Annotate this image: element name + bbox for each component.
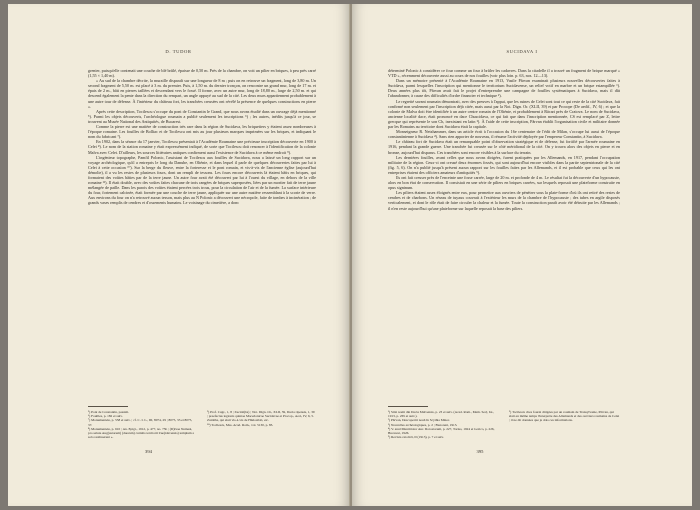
right-paragraph-5: Le château fort de Sucidava était un remarquable point d'observation stratégique et de défense, fut fortifié par l'armée roumaine en 1916, pendant la grande guerre. Une tranchée fut creusée sur le côté méridional de la cité. On y trouva alors des objets en pierre et en bronze, aujourd'hui disparus. Ces tranchées sont encore visibles à la surface du terrain.: [388, 139, 620, 155]
right-footnote-rule: [388, 406, 428, 407]
right-body-text: [388, 68, 620, 211]
left-body-text: [88, 68, 316, 206]
footnote: ⁵) Revista catolică, II (1913), p. 7 et suiv.: [388, 435, 444, 440]
right-paragraph-1: déterminé Polonic à considérer ce four comme un four à brûler les cadavres. Dans la citadelle il a trouvé un fragment de brique marqué « VTD », récemment découverte aussi au cours de nos fouilles (voir plus loin. p. 63, nos. 12—13).: [388, 68, 620, 79]
left-footnotes: [88, 410, 316, 439]
left-footnotes-column-2: [207, 410, 316, 439]
left-paragraph-1: grenier, puisqu'elle contenait une couche de blé brûlé, épaisse de 0,50 m. Près de la chambre, on voit un pilier en briques, à peu près carré (1,55 × 1,40 m).: [88, 68, 316, 79]
left-footnote-rule: [88, 406, 128, 407]
left-page: [8, 4, 350, 506]
footnote: ⁸) Monumentele, p. 610 ; An. Epigr., 1912, p. 477, no. 75b ; (D)ivae Nemesi, pro salute Aug(ustorum) (duorum) curialis territorii Zue(idavensis) templum a solo restituerunt ».: [88, 426, 195, 440]
right-page: [352, 4, 692, 506]
left-paragraph-5: En 1902, dans la séance du 17 janvier, Tocilescu présentait à l'Académie Roumaine une précieuse inscription découverte en 1900 à Celei ⁸). Le nom de la station romaine y était expressément indiqué, de sorte que Tocilescu doit renoncer à l'identification de la colonie Malva avec Celei. D'ailleurs, les sources littéraires antiques confirment aussi l'existence de Sucidava à ce même endroit ⁹).: [88, 139, 316, 155]
right-paragraph-4: Monseigneur R. Netzhammer, dans un article écrit à l'occasion du 16e centenaire de l'édit de Milan, s'occupe lui aussi de l'époque constantinienne à Sucidava ⁴). Sans rien apporter de nouveau, il résume l'activité déployée par l'empereur Constantin, à Sucidava.: [388, 129, 620, 140]
right-paragraph-7: Ils ont fait creuser près de l'enceinte une fosse carrée, large de 20 m. et profonde de 4 m. Le résultat fut la découverte d'un hypocauste, alors en bon état de conservation. Il consistait en une série de piliers en briques carrées, sur lesquels reposait une plateforme construite en opus signinum.: [388, 174, 620, 191]
footnote: ⁵) Tocilescu cites fourni dirigées par un roumain de Transylvanie, Pârvan, qui était en même temps l'interprète des Allemands et des ouvriers roumains de Celei ; il ne dit données que je dois ces informations.: [509, 410, 620, 423]
footnote: ⁴) V. anul Muntiriolor Aur. Dorostorum, p. 227, Tortus, 1924 et Gotico, p. 226, Bucarest, 1926.: [388, 426, 495, 436]
right-page-number: 395: [476, 449, 484, 454]
right-footnotes-column-1: [388, 410, 499, 439]
footnote: ¹) Sitzi nomi din Dacia Malvensis, p. 23 et suiv. (Acad. Rom., Mem. Secţ. Ist., 1913, p. 265 et suiv.).: [388, 410, 495, 419]
right-paragraph-2: Dans un mémoire présenté à l'Académie Roumaine en 1913, Vasile Pârvan examinait plusieurs nouvelles découvertes faites à Sucidava, parmi lesquelles l'inscription qui mentionne le territorium Sucidavense, un relief votif en marbre et un brique estampillée ¹). Deux années plus tôt, Pârvan avait fait le projet d'entreprendre une campagne de fouilles systématiques à Sucidava, mais il dût l'abandonner, à cause des difficultés d'ordre financier et technique ²).: [388, 78, 620, 99]
right-footnotes-column-2: [509, 410, 620, 439]
left-paragraph-3: Après cette description, Tocilescu s'occupe du pont de Constantin le Grand, que nous avons étudié dans un ouvrage déjà mentionné ⁵). Parmi les objets découverts, l'archéologue roumain a publié seulement les inscriptions ⁶) ; les autres, inédits jusqu'à ce jour, se trouvent au Musée National des Antiquités, de Bucarest.: [88, 108, 316, 124]
footnote: ²) Pârvan, Descoperiri nouă în Scythia Minor.: [388, 418, 450, 423]
right-paragraph-8: Les piliers étaient assez éloignés entre eux, pour permettre aux ouvriers de pénétrer sous la plate-forme d'où ils ont retiré des restes de cendres et de charbons. Un réseau de tuyaux couvrait à l'extérieur les murs de la chambre de l'hypocauste ; des tubes en argile disposés verticalement, et dont le rôle était de faire circuler la chaleur et la fumée. Toute la construction paraît avoir été détruite par les Allemands ; il n'en reste aujourd'hui qu'une plateforme sur laquelle reposait la base des piliers.: [388, 190, 620, 211]
footnote: ¹⁰) Tocilescu, Mss. Acad. Rom., vol. 5130, p. 83.: [207, 422, 274, 427]
right-paragraph-6: Les dernières fouilles, avant celles que nous avons dirigées, furent pratiquées par les Allemands, en 1917, pendant l'occupation militaire de la région. Ceux-ci ont creusé deux énormes fossés, qui sont aujourd'hui encore visibles dans la partie septentrionale de la cité (fig. 5, 6). On n'a publié jusqu'à présent aucun rapport sur les fouilles faites par les Allemands, et il est probable que ceux qui les ont entreprises étaient des officiers amateurs d'antiquités ⁵).: [388, 154, 620, 175]
footnote: ⁷) Monumentele, p. 558 et suiv. ; cf. C. I. L., III, 8074, 29 ; 8075, 33 et 8075, 37.: [88, 418, 193, 427]
left-footnotes-column-1: [88, 410, 197, 439]
left-paragraph-4: Comme la pierre est une matière de construction très rare dans la région de Sucidava, les briquetiers y étaient assez nombreuses à l'époque romaine. Les fouilles de Bolliac et de Tocilescu ont mis au jour plusieurs marques imprimées sur les briques, et indiquant le nom du fabricant ⁷).: [88, 124, 316, 140]
right-running-head: SUCIDAVA I: [506, 49, 538, 54]
footnote: ⁵) Pont de Constantin, passim.: [88, 410, 129, 414]
footnote: ³) Nouvelles archéologiques, p. 2 ; Buzoreni, 1913.: [388, 422, 458, 427]
left-running-head: D. TUDOR: [165, 49, 192, 54]
footnote: ⁶) Fouilles, p. 182 et suiv.: [88, 414, 123, 419]
right-footnotes: [388, 410, 620, 439]
right-paragraph-3: Le regretté savant roumain démontrait, avec des preuves à l'appui, que les ruines de Celei sont tout ce qui reste de la cité Sucidava, fait confirmé non seulement par l'inscription déjà citée, mais aussi par la Not. Dign. Or. (XLII, 39) et par Procope (De aedif., IV, 6) ; et que la colonie de Malva doit être identifiée à un autre centre romain de l'Olténie, et probablement à Răcari près de Craiova. Le nom de Sucidava, ancienne localité dace, était prononcé en dace Chuscidava, ce qui fait que dans l'inscription mentionnée, CS est remplacé par Z, lettre grecque qui représente le son Ch, inexistant en latin ³). À l'aide de cette inscription, Pârvan établit l'organisation civile et militaire donnée par les Romains au territoire dont Sucidava était la capitale.: [388, 98, 620, 130]
left-paragraph-2: « Au sud de la chambre décrite, la muraille disparaît sur une longueur de 8 m ; puis on en retrouve un fragment, long de 3,80 m. Un second fragment de 5,50 m. est placé à 3 m. du premier. Puis, à 1,50 m. du dernier tronçon, on rencontre un grand mur, long de 17 m. et épais de 2 m., bâti en pierres taillées et descendant vers le fossé. Il forme, avec un autre mur, long de 18,80 m., large de 2,50 m. et qui descend également la pente dans la direction du rempart, un angle appuyé au sud de la cité. Les deux murs appartiennent probablement à une autre tour de défense. À l'intérieur du château fort, les tranchées creusées ont révélé la présence de quelques constructions en pierre ».: [88, 78, 316, 109]
left-paragraph-6: L'ingénieur topographe, Pamfil Polonic, l'assistant de Tocilescu aux fouilles de Sucidava, nous a laissé un long rapport sur un voyage archéologique, qu'il a entrepris le long du Danube, en Olténie, et dans lequel il parle de quelques découvertes faites par lui à Celei à cette occasion ¹⁰). Sur la berge du fleuve, entre la forteresse et le pont romain, et vis-à-vis de l'ancienne église (aujourd'hui démolie), il a vu les restes de plusieurs fours, dont un rempli de tessons. Les fours encore découverts là étaient bâtis en briques, qui formaient des voûtes bâties par de la terre jaune. Un autre four avait été découvert par lui à l'ouest du village, en dehors de la ville romaine ¹¹). Il était double, avec des voûtes faites chacune de trois rangées de briques superposées, liées par un mortier fait de terre jaune mélangée de paille. Dans les parois des voûtes étaient percées trois trous, pour la circulation de l'air et de la fumée. La surface intérieure du four, fortement calcinée, était formée par une couche de terre jaune, appliquée sur une autre matière ressemblant à la scorie de verre. Aux environs du four on n'a retrouvé aucun tesson, mais plus au N Polonic a découvert une nécropole, faite de tombes à incinération ; de grands vases remplis de cendres et d'ossements humains. Le voisinage du cimetière, a donc: [88, 154, 316, 206]
footnote: ⁹) Prof. Cugr., 1, 8 ; Zucidá(ba) ; Not. Dign. Or., XLII, 39, Dacia ripensis, 1, 39 ; praefectus legionis quintae Macedonicae Sucidavae et Procop., Aed., IV, 6, 5. Zuidába, qui était vis-à-vis de Hiulostlab, etc.: [207, 410, 315, 423]
left-page-number: 394: [145, 449, 152, 454]
